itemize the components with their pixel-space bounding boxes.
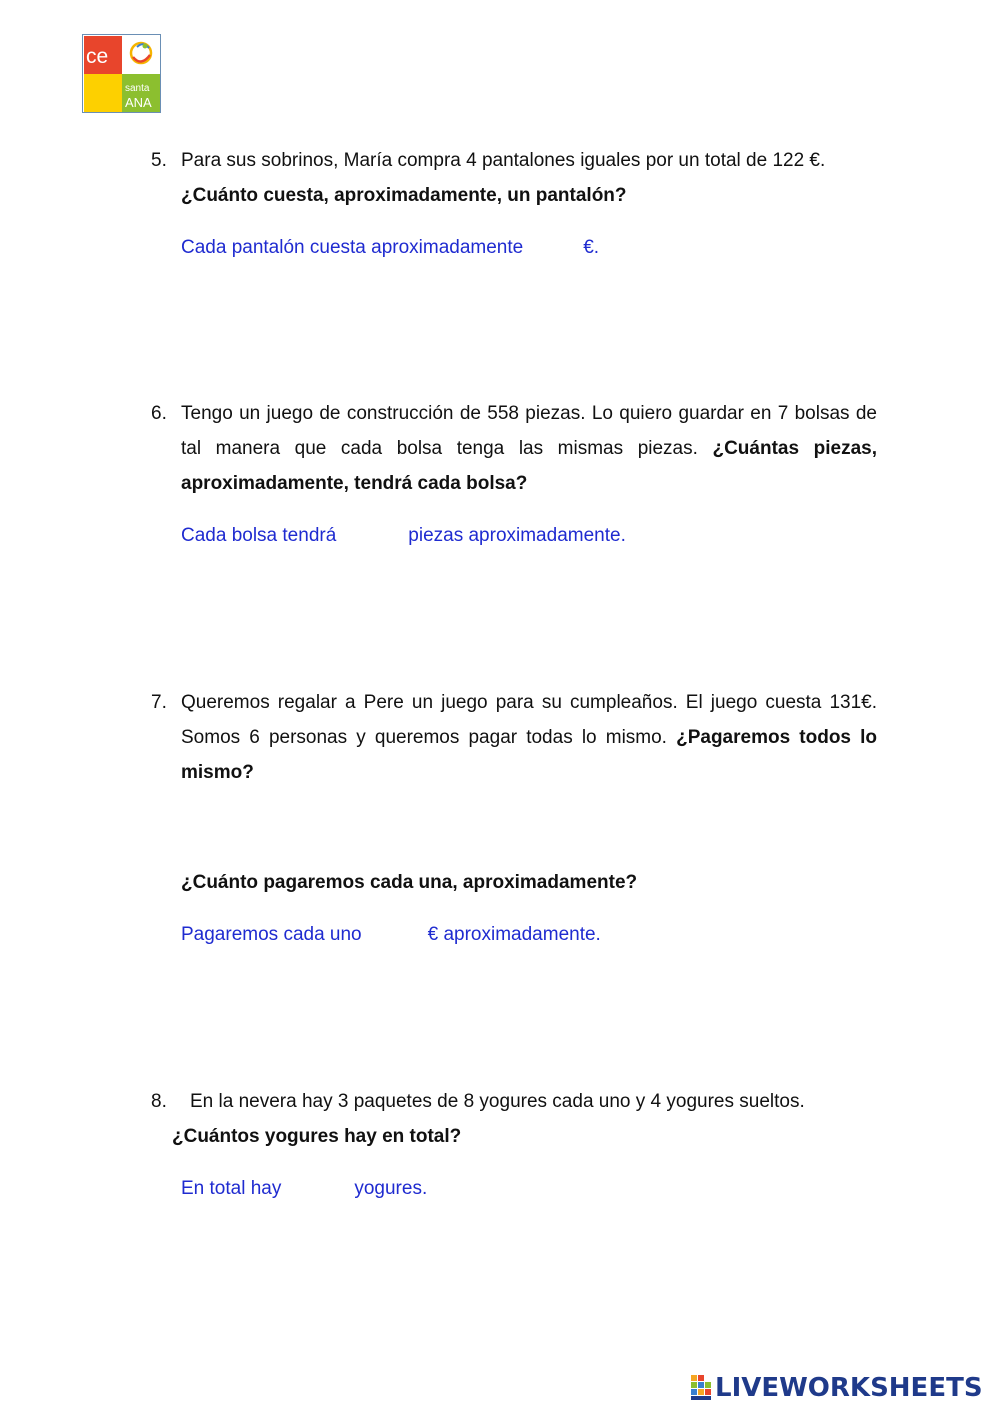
- answer-prefix: Pagaremos cada uno: [181, 924, 362, 945]
- problem-text: Para sus sobrinos, María compra 4 pantalones iguales por un total de 122 €.: [181, 150, 826, 171]
- problem-6: [151, 396, 877, 551]
- answer-line: [181, 521, 877, 551]
- liveworksheets-wordmark: LIVEWORKSHEETS: [715, 1373, 983, 1403]
- answer-suffix: €.: [583, 237, 600, 258]
- problem-second-question: ¿Cuánto pagaremos cada una, aproximadamente?: [181, 872, 638, 893]
- logo-emblem-icon: [123, 37, 159, 73]
- logo-ana-text: ANA: [125, 95, 152, 110]
- problem-statement: [181, 143, 877, 213]
- problem-text: Queremos regalar a Pere un juego para su cumpleaños. El juego cuesta 131€. Somos 6 personas y queremos pagar todas lo mismo.: [181, 692, 877, 748]
- answer-prefix: Cada bolsa tendrá: [181, 525, 337, 546]
- answer-suffix: yogures.: [354, 1178, 428, 1199]
- problem-statement: [172, 1084, 877, 1154]
- answer-suffix: € aproximadamente.: [427, 924, 601, 945]
- problem-statement: [181, 396, 877, 501]
- answer-line: [181, 233, 877, 263]
- answer-line: [181, 1174, 877, 1204]
- problem-question: ¿Pagaremos todos lo mismo?: [181, 727, 878, 783]
- logo-ce-text: ce: [86, 45, 109, 68]
- answer-prefix: En total hay: [181, 1178, 282, 1199]
- problem-8: [151, 1084, 877, 1204]
- logo-yellow-square: [84, 74, 122, 112]
- answer-suffix: piezas aproximadamente.: [408, 525, 626, 546]
- liveworksheets-brand: [691, 1372, 983, 1404]
- problem-number: 5.: [151, 150, 167, 171]
- liveworksheets-logo-icon: [691, 1375, 713, 1401]
- problem-text: En la nevera hay 3 paquetes de 8 yogures cada uno y 4 yogures sueltos.: [190, 1091, 805, 1112]
- logo-santa-text: santa: [125, 83, 150, 94]
- problem-number: 7.: [151, 692, 167, 713]
- school-logo: [82, 34, 161, 113]
- problem-question: ¿Cuántas piezas, aproximadamente, tendrá cada bolsa?: [181, 438, 877, 494]
- problem-7: [151, 685, 877, 950]
- problem-statement: [181, 685, 877, 790]
- problem-question: ¿Cuántos yogures hay en total?: [172, 1126, 462, 1147]
- problem-number: 8.: [151, 1091, 167, 1112]
- problem-5: [151, 143, 877, 263]
- problem-number: 6.: [151, 403, 167, 424]
- problem-question: ¿Cuánto cuesta, aproximadamente, un pantalón?: [181, 185, 627, 206]
- problem-text: Tengo un juego de construcción de 558 piezas. Lo quiero guardar en 7 bolsas de tal manera que cada bolsa tenga las mismas piezas.: [181, 403, 877, 459]
- answer-prefix: Cada pantalón cuesta aproximadamente: [181, 237, 524, 258]
- answer-line: [181, 920, 877, 950]
